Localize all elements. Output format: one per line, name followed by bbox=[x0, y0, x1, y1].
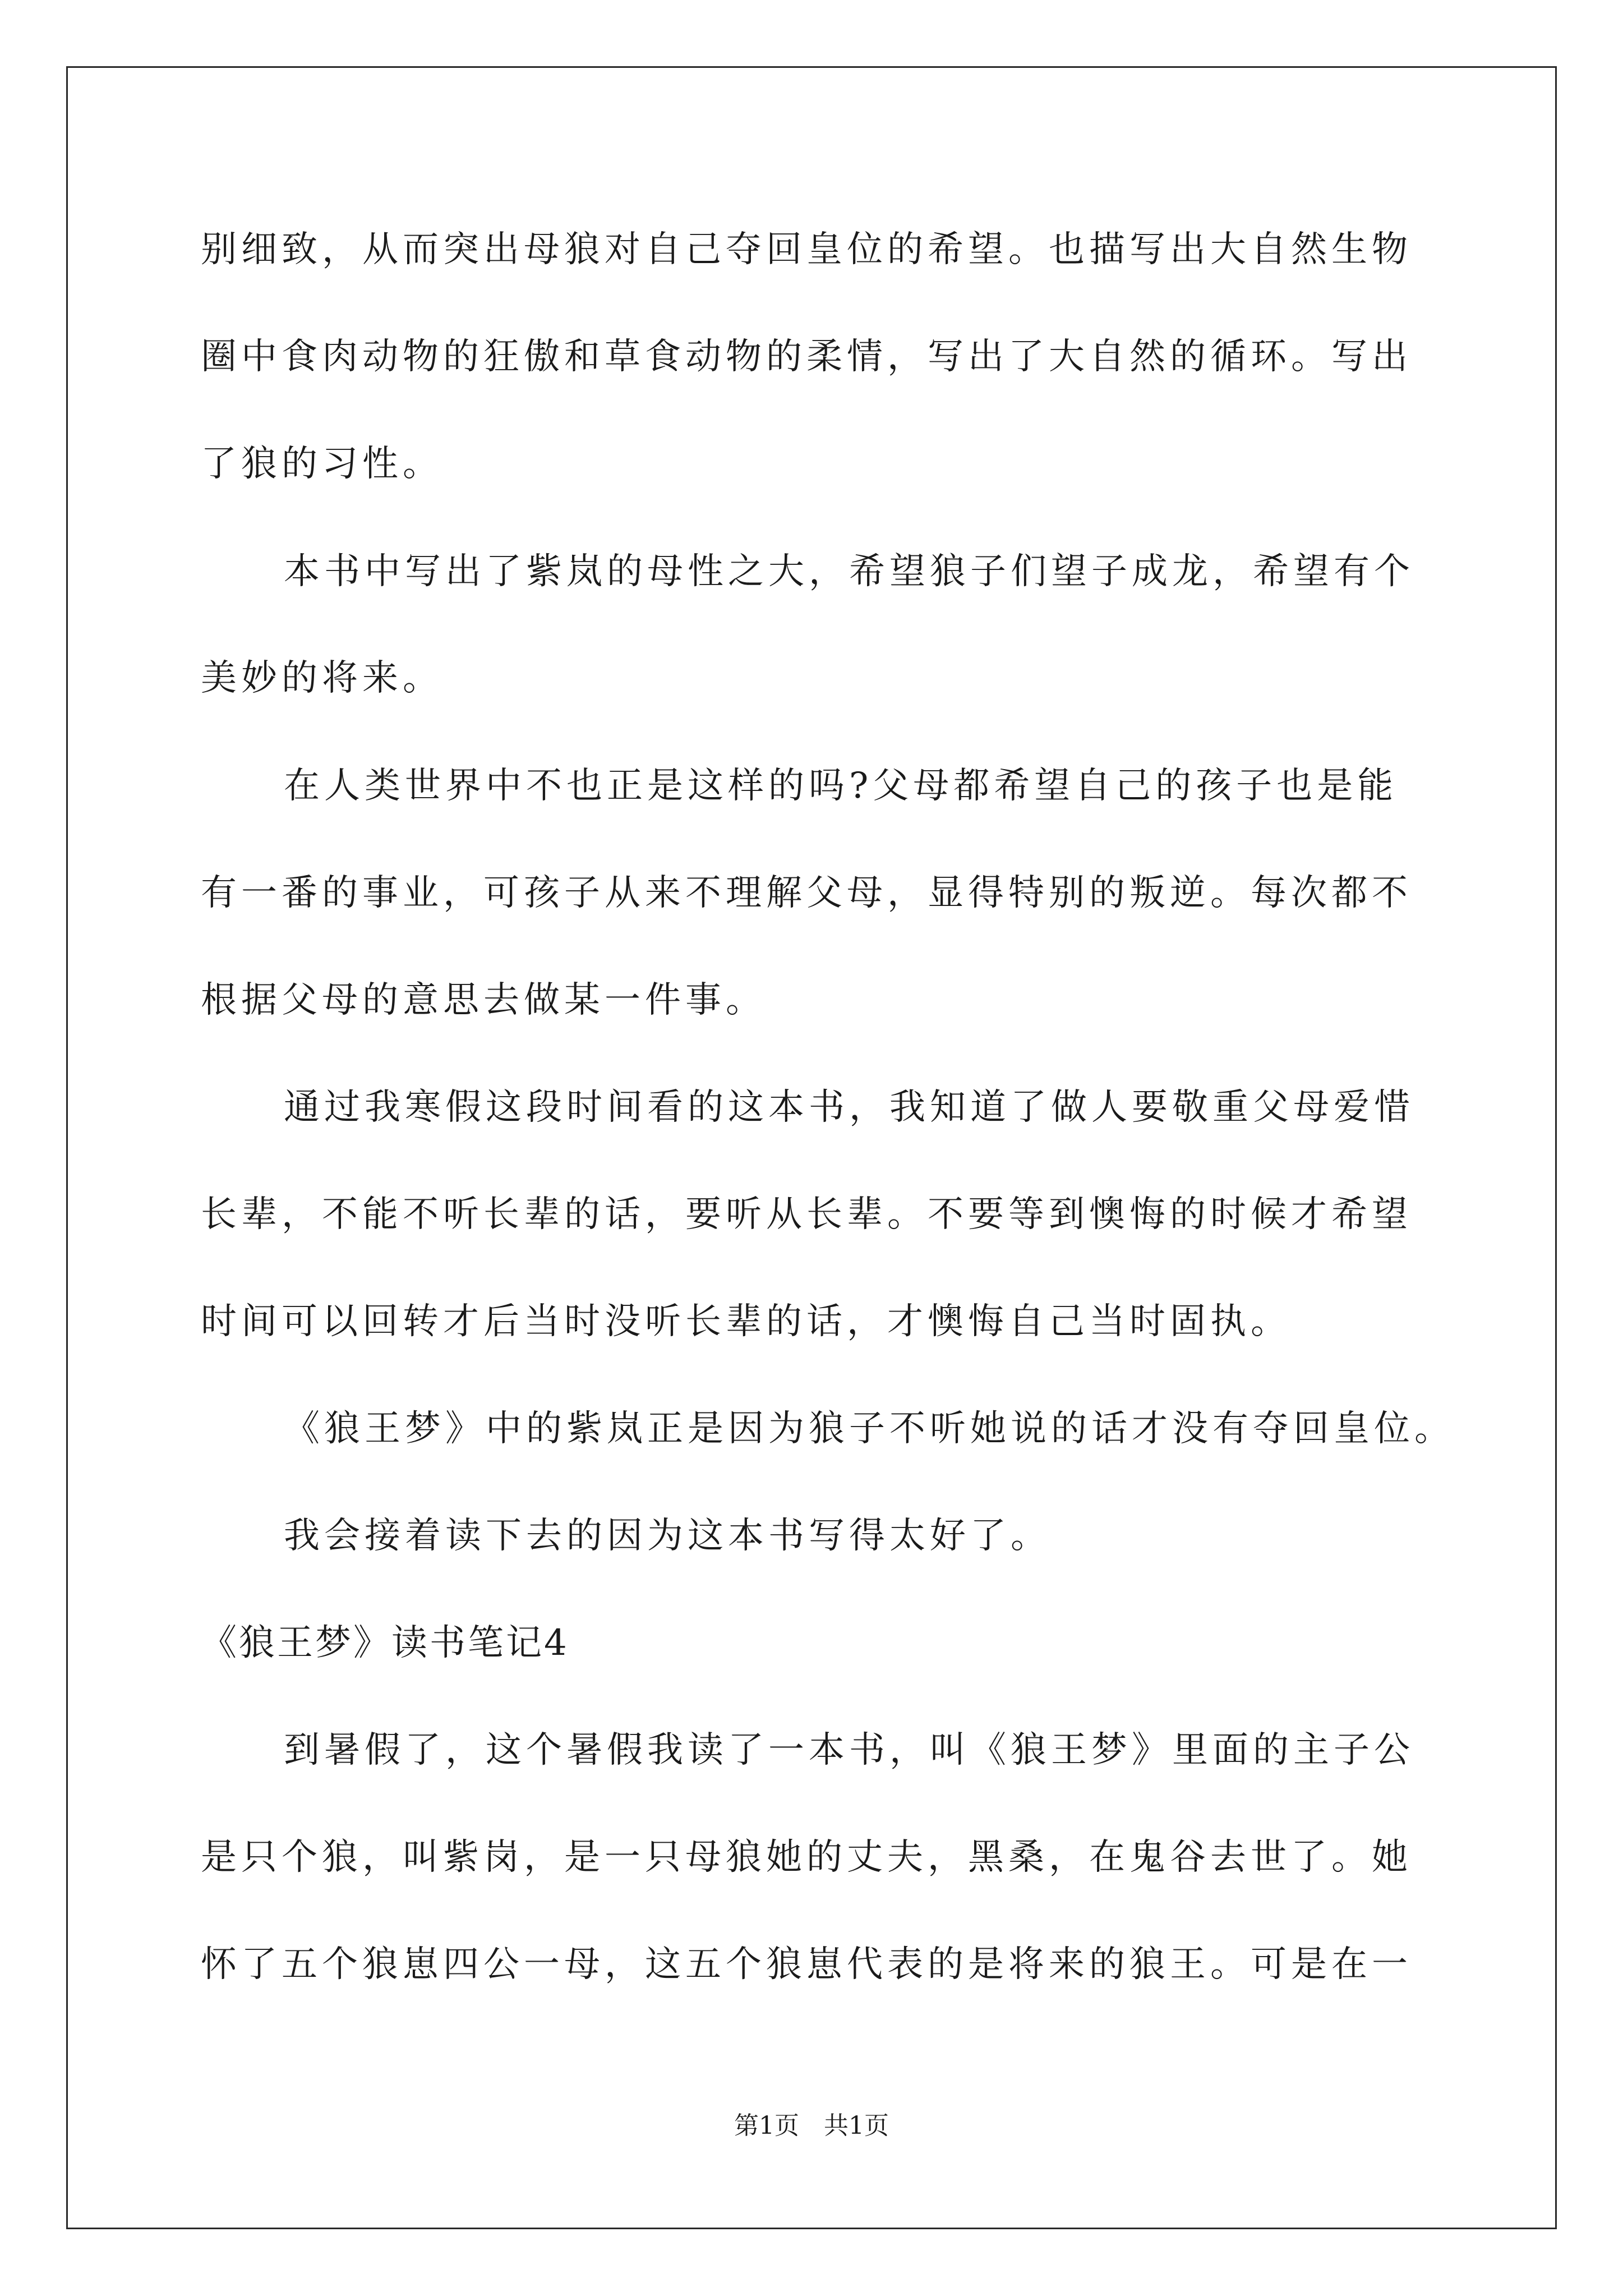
text-line: 圈中食肉动物的狂傲和草食动物的柔情，写出了大自然的循环。写出 bbox=[201, 336, 1412, 378]
text-line: 是只个狼，叫紫岗，是一只母狼她的丈夫，黑桑，在鬼谷去世了。她 bbox=[201, 1837, 1412, 1878]
text-line: 时间可以回转才后当时没听长辈的话，才懊悔自己当时固执。 bbox=[201, 1301, 1291, 1342]
text-line: 了狼的习性。 bbox=[201, 443, 443, 485]
section-heading: 《狼王梦》读书笔记4 bbox=[201, 1622, 569, 1664]
text-line: 美妙的将来。 bbox=[201, 657, 443, 699]
page-border bbox=[66, 66, 1557, 2229]
text-line: 别细致，从而突出母狼对自己夺回皇位的希望。也描写出大自然生物 bbox=[201, 229, 1412, 270]
paragraph-start: 《狼王梦》中的紫岚正是因为狼子不听她说的话才没有夺回皇位。 bbox=[284, 1408, 1455, 1450]
paragraph-start: 本书中写出了紫岚的母性之大，希望狼子们望子成龙，希望有个 bbox=[284, 551, 1414, 592]
text-line: 根据父母的意思去做某一件事。 bbox=[201, 979, 766, 1021]
paragraph-start: 到暑假了，这个暑假我读了一本书，叫《狼王梦》里面的主子公 bbox=[284, 1729, 1414, 1771]
text-line: 有一番的事业，可孩子从来不理解父母，显得特别的叛逆。每次都不 bbox=[201, 872, 1412, 914]
paragraph-start: 通过我寒假这段时间看的这本书，我知道了做人要敬重父母爱惜 bbox=[284, 1087, 1414, 1128]
paragraph-start: 在人类世界中不也正是这样的吗?父母都希望自己的孩子也是能 bbox=[284, 765, 1398, 807]
paragraph-start: 我会接着读下去的因为这本书写得太好了。 bbox=[284, 1515, 1051, 1557]
text-line: 怀了五个狼崽四公一母，这五个狼崽代表的是将来的狼王。可是在一 bbox=[201, 1944, 1412, 1985]
text-line: 长辈，不能不听长辈的话，要听从长辈。不要等到懊悔的时候才希望 bbox=[201, 1194, 1412, 1235]
page-footer: 第1页 共1页 bbox=[734, 2111, 889, 2140]
